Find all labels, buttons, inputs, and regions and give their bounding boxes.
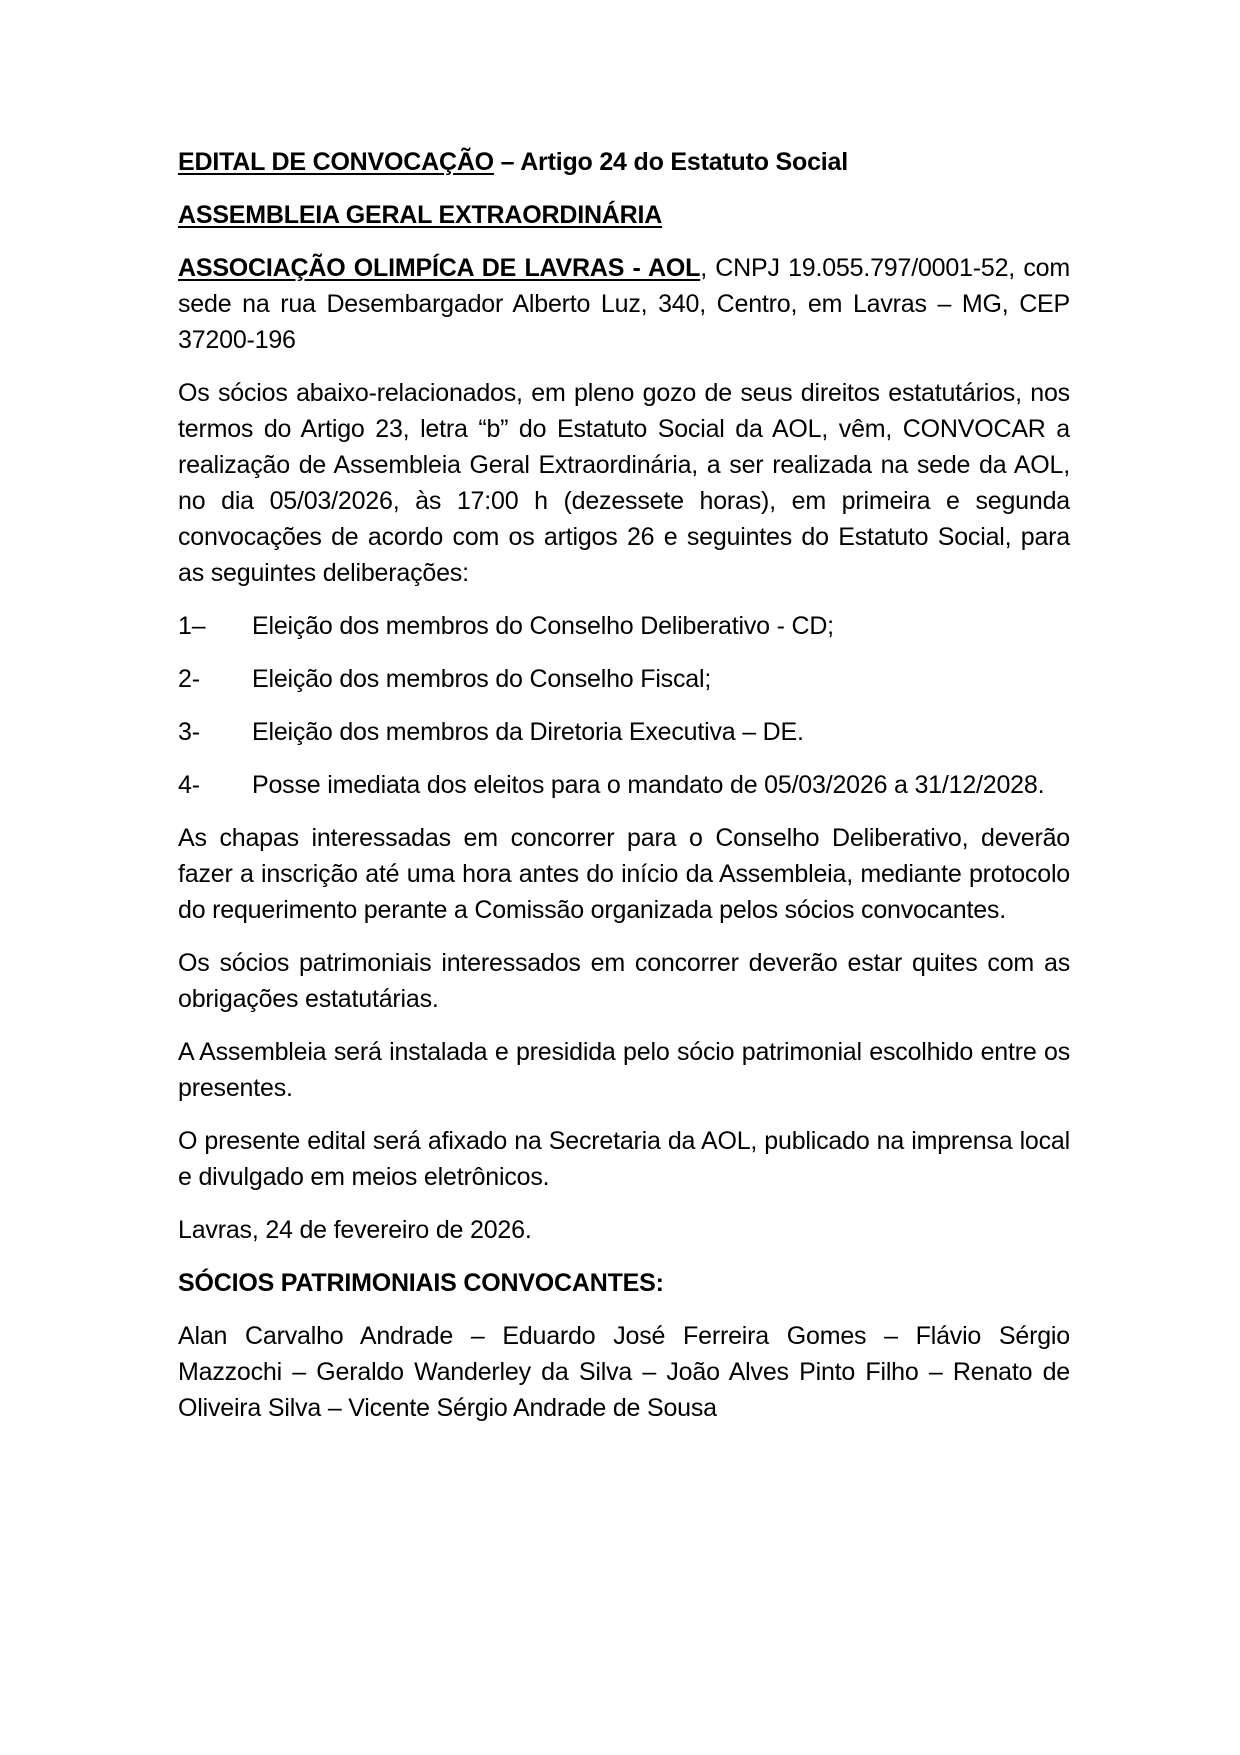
paragraph-socios-quites: Os sócios patrimoniais interessados em concorrer deverão estar quites com as obrigações estatutárias. bbox=[178, 949, 1070, 1013]
paragraph-publicacao: O presente edital será afixado na Secretaria da AOL, publicado na imprensa local e divulgado em meios eletrônicos. bbox=[178, 1127, 1070, 1191]
date-line: Lavras, 24 de fevereiro de 2026. bbox=[178, 1216, 532, 1244]
paragraph-presidencia: A Assembleia será instalada e presidida pelo sócio patrimonial escolhido entre os presentes. bbox=[178, 1038, 1070, 1102]
agenda-item-text: Eleição dos membros do Conselho Fiscal; bbox=[252, 665, 712, 693]
document-title bbox=[178, 144, 1070, 180]
title-rest: – Artigo 24 do Estatuto Social bbox=[493, 148, 848, 176]
entity-paragraph bbox=[178, 250, 1070, 358]
signatories-list: Alan Carvalho Andrade – Eduardo José Ferreira Gomes – Flávio Sérgio Mazzochi – Geraldo Wanderley da Silva – João Alves Pinto Filho – Renato de Oliveira Silva – Vicente Sérgio Andrade de Sousa bbox=[178, 1322, 1070, 1422]
entity-name: ASSOCIAÇÃO OLIMPÍCA DE LAVRAS - AOL bbox=[178, 254, 701, 282]
agenda-item-number: 4- bbox=[178, 771, 200, 799]
paragraph-chapas: As chapas interessadas em concorrer para o Conselho Deliberativo, deverão fazer a inscrição até uma hora antes do início da Assembleia, mediante protocolo do requerimento perante a Comissão organizada pelos sócios convocantes. bbox=[178, 824, 1070, 924]
signatories-heading: SÓCIOS PATRIMONIAIS CONVOCANTES: bbox=[178, 1269, 664, 1297]
agenda-item bbox=[178, 661, 1070, 697]
agenda-item-number: 3- bbox=[178, 718, 200, 746]
agenda-item-text: Eleição dos membros do Conselho Deliberativo - CD; bbox=[252, 612, 834, 640]
agenda-item-number: 2- bbox=[178, 665, 200, 693]
agenda-item-number: 1– bbox=[178, 612, 206, 640]
intro-paragraph: Os sócios abaixo-relacionados, em pleno gozo de seus direitos estatutários, nos termos do Artigo 23, letra “b” do Estatuto Social da AOL, vêm, CONVOCAR a realização de Assembleia Geral Extraordinária, a ser realizada na sede da AOL, no dia 05/03/2026, às 17:00 h (dezessete horas), em primeira e segunda convocações de acordo com os artigos 26 e seguintes do Estatuto Social, para as seguintes deliberações: bbox=[178, 379, 1070, 587]
agenda-item bbox=[178, 608, 1070, 644]
title-underlined: EDITAL DE CONVOCAÇÃO bbox=[178, 148, 494, 176]
document-page bbox=[178, 144, 1070, 1443]
document-subtitle bbox=[178, 197, 1070, 233]
agenda-item-text: Eleição dos membros da Diretoria Executiva – DE. bbox=[252, 718, 804, 746]
agenda-item bbox=[178, 767, 1070, 803]
agenda-item-text: Posse imediata dos eleitos para o mandato de 05/03/2026 a 31/12/2028. bbox=[252, 771, 1045, 799]
agenda-item bbox=[178, 714, 1070, 750]
entity-details: , CNPJ 19.055.797/0001-52, com sede na rua Desembargador Alberto Luz, 340, Centro, em Lavras – MG, CEP 37200-196 bbox=[178, 254, 1070, 354]
subtitle-text: ASSEMBLEIA GERAL EXTRAORDINÁRIA bbox=[178, 201, 663, 229]
